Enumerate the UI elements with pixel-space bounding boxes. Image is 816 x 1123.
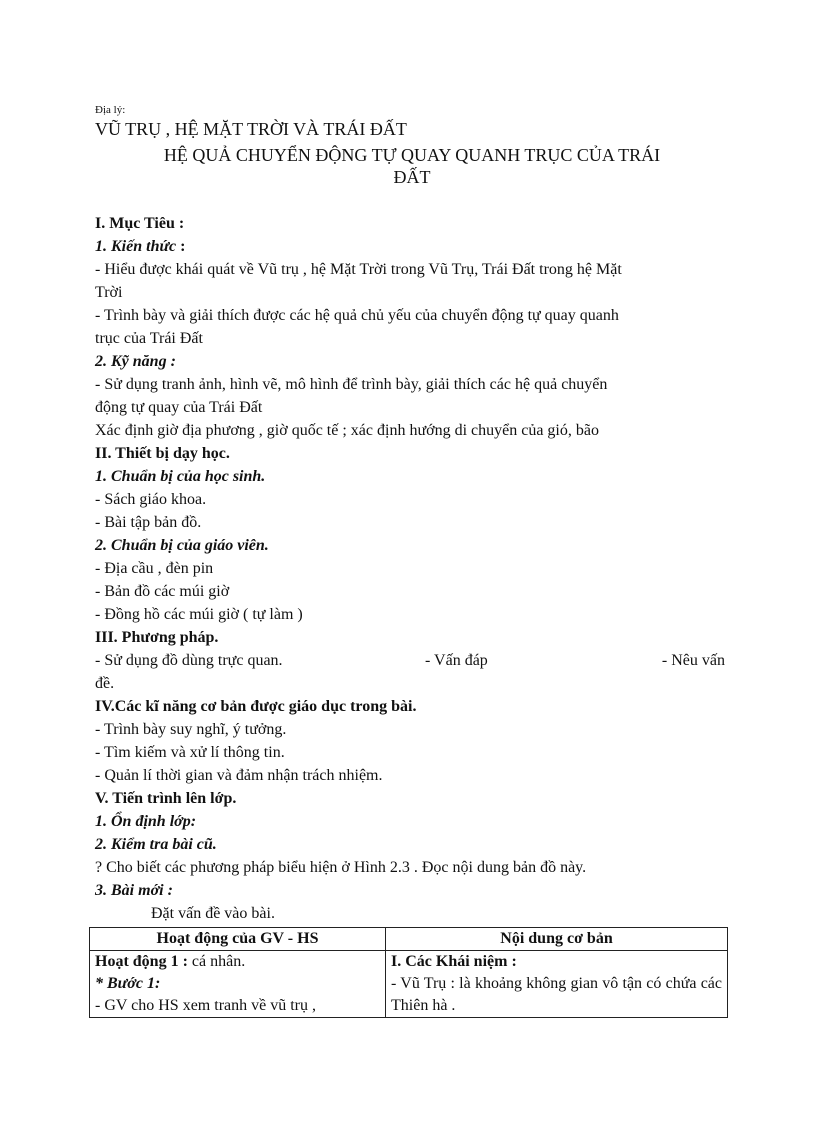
section-methods-heading: III. Phương pháp.: [95, 629, 219, 646]
knowledge-item-2: - Trình bày và giải thích được các hệ quả chủ yếu của chuyển động tự quay quanh trục của Trái Đất: [95, 307, 619, 347]
list-item: - Trình bày suy nghĩ, ý tưởng.: [95, 721, 287, 738]
list-item: - Sách giáo khoa.: [95, 491, 207, 508]
table-row: [90, 951, 728, 1018]
section-skills-heading: IV.Các kĩ năng cơ bản được giáo dục trong bài.: [95, 698, 417, 715]
step-2-heading: 2. Kiểm tra bài cũ.: [95, 836, 217, 853]
method-3-continued: đề.: [95, 675, 115, 692]
review-question: ? Cho biết các phương pháp biểu hiện ở Hình 2.3 . Đọc nội dung bản đồ này.: [95, 859, 587, 876]
section-procedure-heading: V. Tiến trình lên lớp.: [95, 790, 237, 807]
table-cell-activity: Hoạt động 1 : cá nhân. * Bước 1: - GV cho HS xem tranh về vũ trụ ,: [90, 951, 386, 1018]
student-prep-heading: 1. Chuẩn bị của học sinh.: [95, 468, 266, 485]
method-1: - Sử dụng đồ dùng trực quan.: [95, 652, 283, 669]
table-cell-content: I. Các Khái niệm : - Vũ Trụ : là khoảng không gian vô tận có chứa các Thiên hà .: [386, 951, 728, 1018]
document-page: [95, 104, 725, 1018]
list-item: - Bài tập bản đồ.: [95, 514, 202, 531]
step-1-heading: 1. Ổn định lớp:: [95, 813, 197, 830]
list-item: - Đồng hồ các múi giờ ( tự làm ): [95, 606, 303, 623]
knowledge-item-1: - Hiểu được khái quát về Vũ trụ , hệ Mặt Trời trong Vũ Trụ, Trái Đất trong hệ Mặt Trời: [95, 261, 622, 301]
table-header-activity: Hoạt động của GV - HS: [90, 928, 386, 951]
list-item: - Bản đồ các múi giờ: [95, 583, 230, 600]
table-header-content: Nội dung cơ bản: [386, 928, 728, 951]
list-item: - Quản lí thời gian và đảm nhận trách nhiệm.: [95, 767, 383, 784]
lesson-subtitle-line2: ĐẤT: [393, 167, 431, 187]
lesson-subtitle-line1: HỆ QUẢ CHUYỂN ĐỘNG TỰ QUAY QUANH TRỤC CỦA TRÁI: [163, 145, 661, 165]
skills-item-2: Xác định giờ địa phương , giờ quốc tế ; xác định hướng di chuyển của gió, bão: [95, 422, 599, 439]
list-item: - Địa cầu , đèn pin: [95, 560, 214, 577]
lesson-subtitle: [95, 144, 725, 188]
method-3: - Nêu vấn: [661, 652, 725, 669]
subject-label: Địa lý:: [95, 104, 126, 116]
teacher-prep-heading: 2. Chuẩn bị của giáo viên.: [95, 537, 269, 554]
table-header-row: [90, 928, 728, 951]
skills-heading: 2. Kỹ năng :: [95, 353, 176, 370]
methods-row: [95, 649, 725, 672]
step-3-heading: 3. Bài mới :: [95, 882, 173, 899]
list-item: - Tìm kiếm và xử lí thông tin.: [95, 744, 285, 761]
knowledge-heading: 1. Kiến thức :: [95, 238, 186, 255]
activity-table: [89, 927, 728, 1018]
skills-item-1: - Sử dụng tranh ảnh, hình vẽ, mô hình để trình bày, giải thích các hệ quả chuyển động tự quay của Trái Đất: [95, 376, 608, 416]
lesson-title: VŨ TRỤ , HỆ MẶT TRỜI VÀ TRÁI ĐẤT: [95, 119, 407, 139]
intro-text: Đặt vấn đề vào bài.: [151, 905, 275, 922]
section-objectives-heading: I. Mục Tiêu :: [95, 215, 185, 232]
section-equipment-heading: II. Thiết bị dạy học.: [95, 445, 230, 462]
method-2: - Vấn đáp: [425, 652, 488, 669]
